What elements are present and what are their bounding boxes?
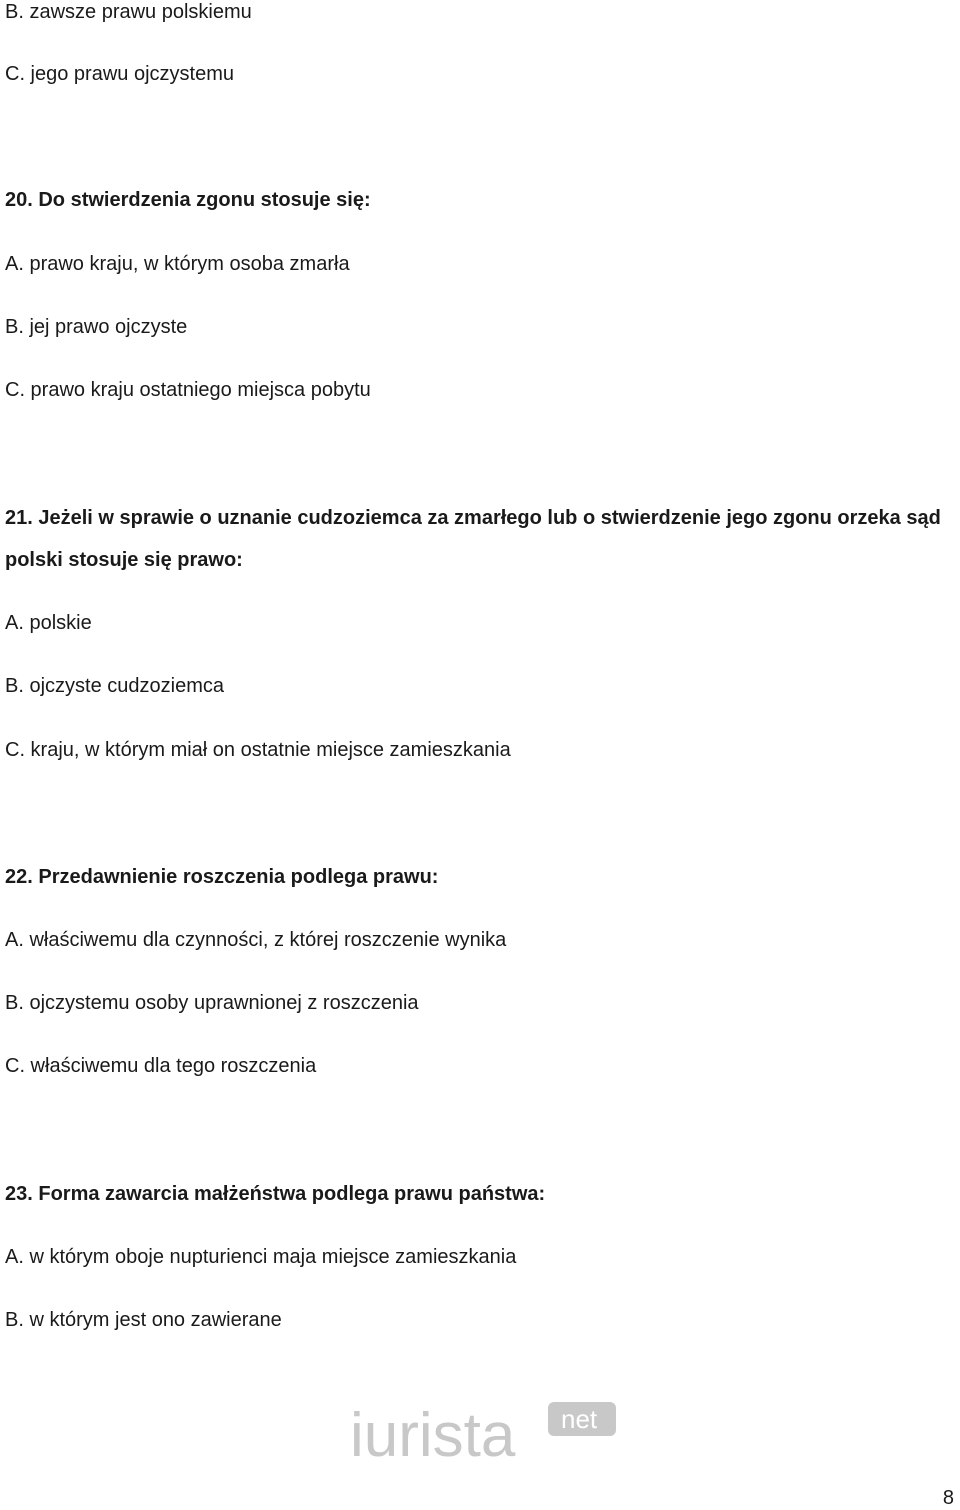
- question-21-line-2: polski stosuje się prawo:: [5, 549, 243, 571]
- logo-wordmark: iurista: [350, 1401, 516, 1464]
- question-20: 20. Do stwierdzenia zgonu stosuje się:: [5, 189, 371, 211]
- iurista-logo: [350, 1398, 620, 1464]
- answer-23-a: A. w którym oboje nupturienci maja miejsce zamieszkania: [5, 1246, 517, 1268]
- answer-22-b: B. ojczystemu osoby uprawnionej z roszczenia: [5, 992, 419, 1014]
- answer-21-a: A. polskie: [5, 612, 92, 634]
- answer-c-prev: C. jego prawu ojczystemu: [5, 63, 234, 85]
- answer-21-c: C. kraju, w którym miał on ostatnie miejsce zamieszkania: [5, 739, 511, 761]
- answer-22-a: A. właściwemu dla czynności, z której roszczenie wynika: [5, 929, 507, 951]
- answer-b-prev: B. zawsze prawu polskiemu: [5, 1, 252, 23]
- answer-22-c: C. właściwemu dla tego roszczenia: [5, 1055, 317, 1077]
- page-number: 8: [942, 1487, 954, 1509]
- answer-21-b: B. ojczyste cudzoziemca: [5, 675, 224, 697]
- logo-badge-text: net: [561, 1404, 598, 1434]
- answer-23-b: B. w którym jest ono zawierane: [5, 1309, 282, 1331]
- question-21-line-1: 21. Jeżeli w sprawie o uznanie cudzoziemca za zmarłego lub o stwierdzenie jego zgonu orzeka sąd: [5, 507, 941, 529]
- answer-20-c: C. prawo kraju ostatniego miejsca pobytu: [5, 379, 371, 401]
- answer-20-a: A. prawo kraju, w którym osoba zmarła: [5, 253, 350, 275]
- answer-20-b: B. jej prawo ojczyste: [5, 316, 188, 338]
- question-23: 23. Forma zawarcia małżeństwa podlega prawu państwa:: [5, 1183, 546, 1205]
- question-22: 22. Przedawnienie roszczenia podlega prawu:: [5, 866, 439, 888]
